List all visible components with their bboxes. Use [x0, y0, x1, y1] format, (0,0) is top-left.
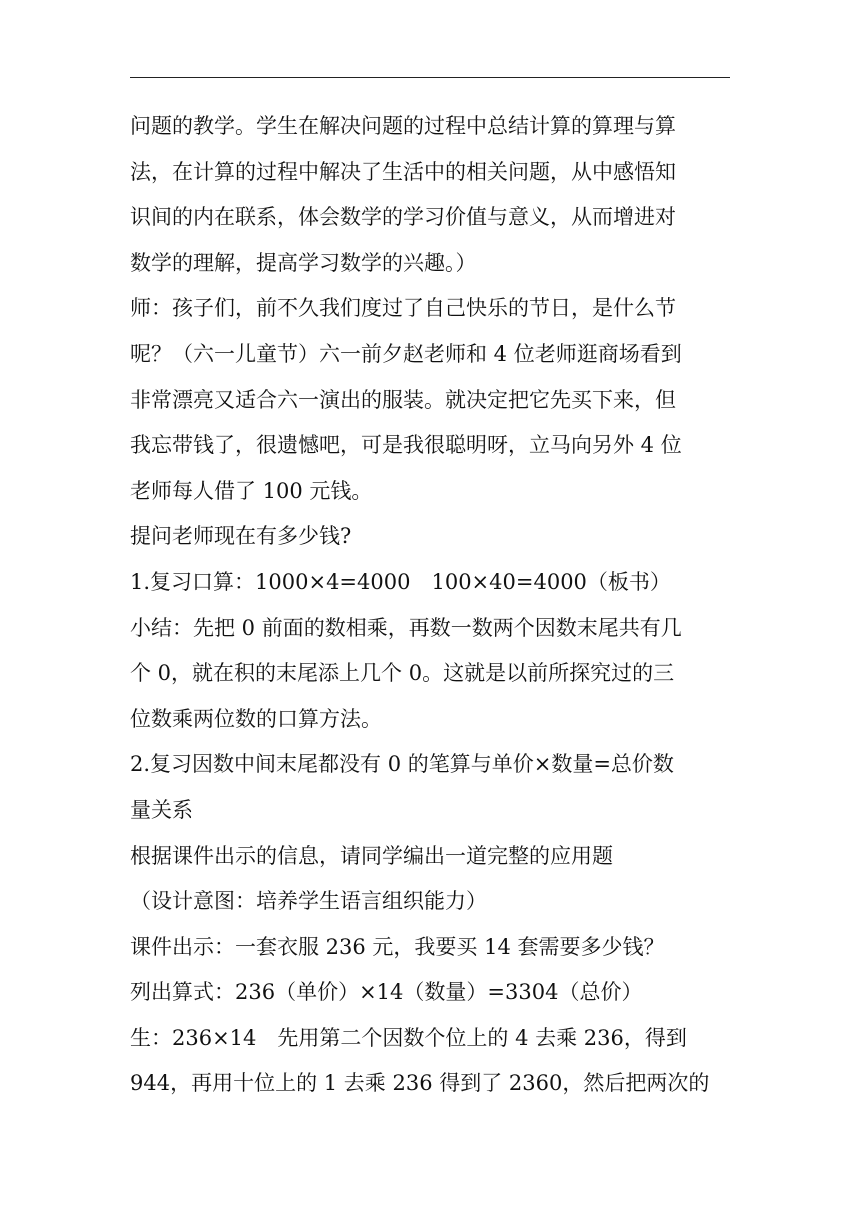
text-line: 位数乘两位数的口算方法。: [130, 706, 382, 731]
text-line: 根据课件出示的信息，请同学编出一道完整的应用题: [130, 843, 613, 868]
text-line: 生：236×14 先用第二个因数个位上的 4 去乘 236，得到: [130, 1025, 687, 1050]
text-line: 列出算式：236（单价）×14（数量）=3304（总价）: [130, 980, 643, 1005]
body-text: [130, 104, 735, 1107]
text-line: 呢？（六一儿童节）六一前夕赵老师和 4 位老师逛商场看到: [130, 341, 682, 366]
text-line: 1.复习口算：1000×4=4000 100×40=4000（板书）: [130, 569, 671, 594]
text-line: 非常漂亮又适合六一演出的服装。就决定把它先买下来，但: [130, 387, 676, 412]
text-line: 识间的内在联系，体会数学的学习价值与意义，从而增进对: [130, 205, 676, 230]
text-line: （设计意图：培养学生语言组织能力）: [130, 889, 487, 914]
text-line: 2.复习因数中间末尾都没有 0 的笔算与单价×数量=总价数: [130, 752, 674, 777]
text-line: 老师每人借了 100 元钱。: [130, 478, 373, 503]
text-line: 数学的理解，提高学习数学的兴趣。）: [130, 250, 477, 275]
text-line: 我忘带钱了，很遗憾吧，可是我很聪明呀，立马向另外 4 位: [130, 433, 682, 458]
text-line: 小结：先把 0 前面的数相乘，再数一数两个因数末尾共有几: [130, 615, 682, 640]
text-line: 师：孩子们，前不久我们度过了自己快乐的节日，是什么节: [130, 296, 676, 321]
text-line: 量关系: [130, 797, 193, 822]
text-line: 提问老师现在有多少钱?: [130, 524, 352, 549]
text-line: 法，在计算的过程中解决了生活中的相关问题，从中感悟知: [130, 159, 676, 184]
text-line: 问题的教学。学生在解决问题的过程中总结计算的算理与算: [130, 114, 676, 138]
text-line: 944，再用十位上的 1 去乘 236 得到了 2360，然后把两次的: [130, 1071, 710, 1096]
header-rule: [130, 77, 730, 78]
text-line: 个 0，就在积的末尾添上几个 0。这就是以前所探究过的三: [130, 661, 675, 686]
text-line: 课件出示：一套衣服 236 元，我要买 14 套需要多少钱？: [130, 934, 665, 959]
